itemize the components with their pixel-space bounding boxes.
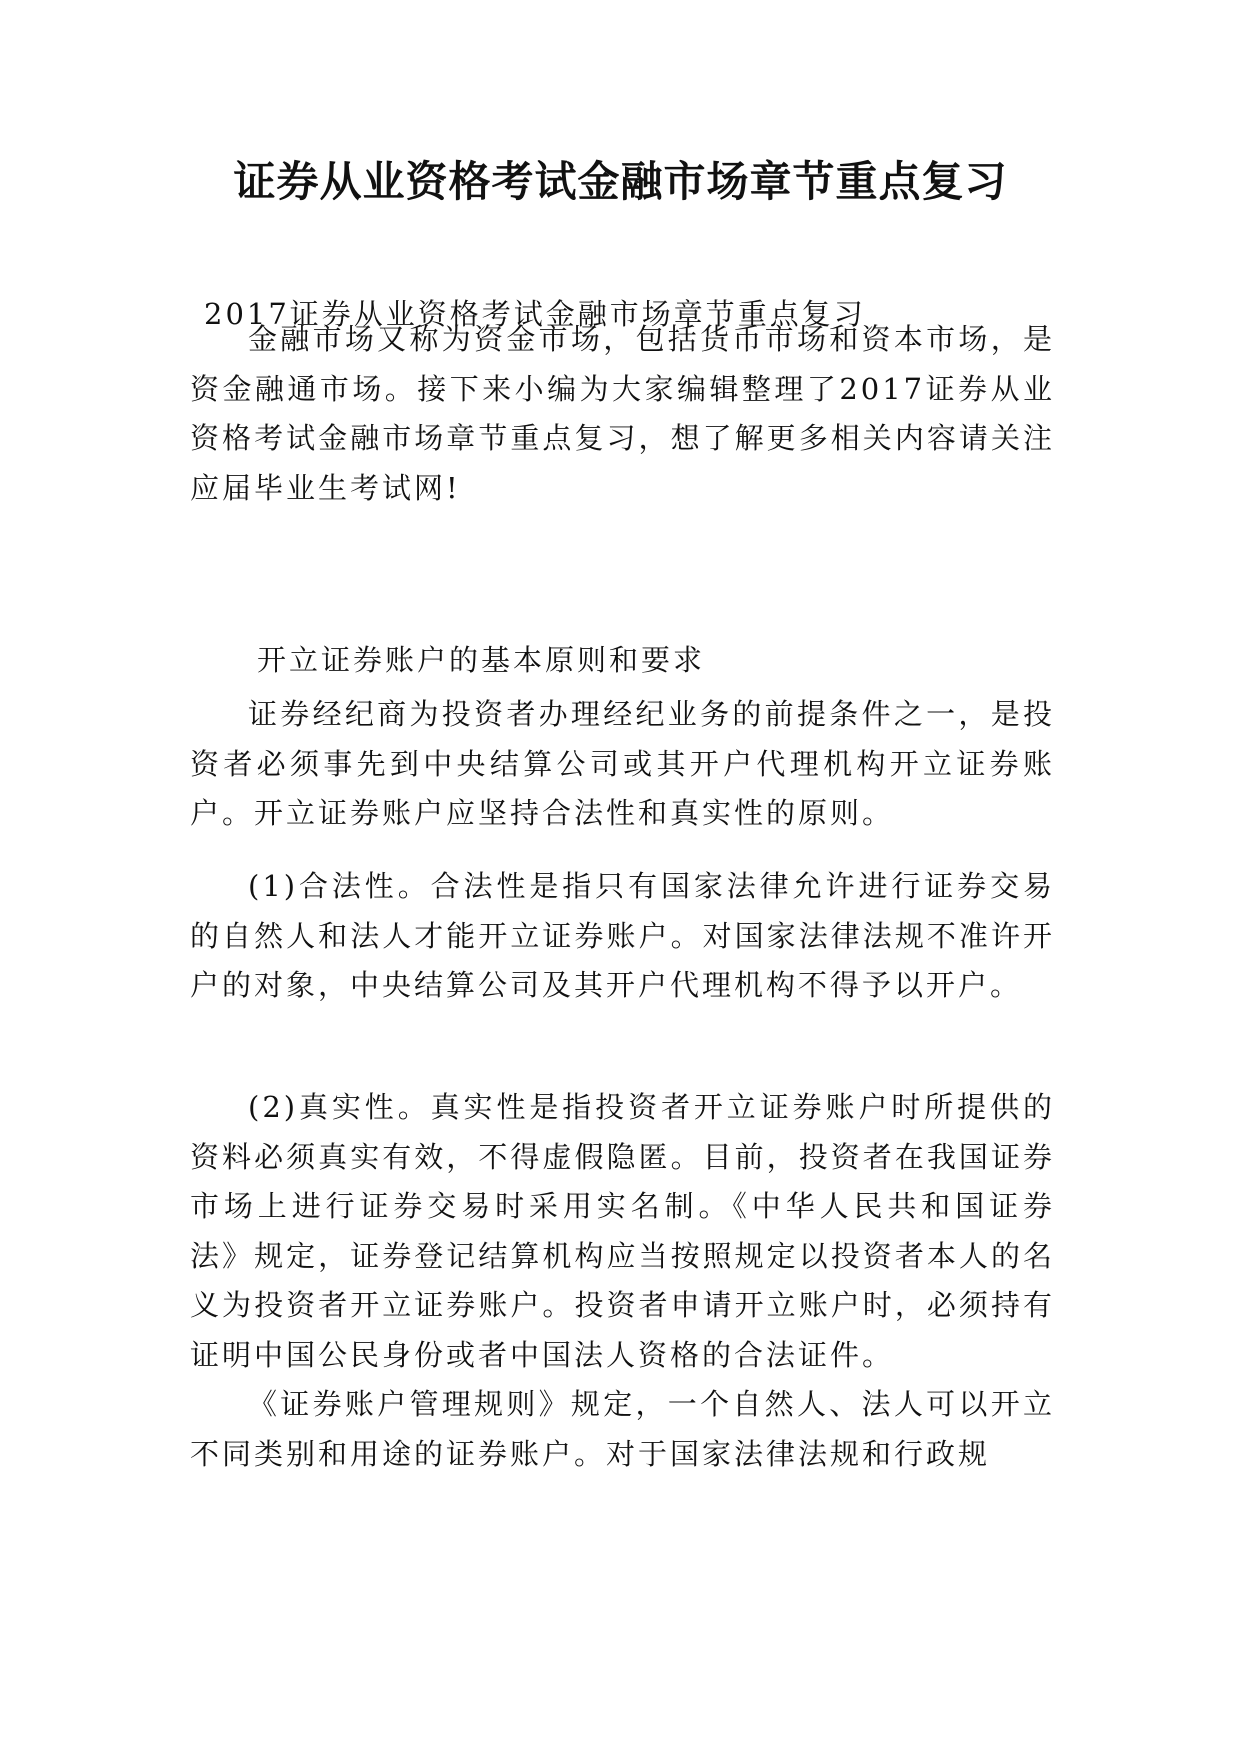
section-heading: 开立证券账户的基本原则和要求 — [257, 643, 706, 677]
paragraph-2: (1)合法性。合法性是指只有国家法律允许进行证券交易的自然人和法人才能开立证券账户。对国家法律法规不准许开户的对象，中央结算公司及其开户代理机构不得予以开户。 — [190, 869, 1055, 1002]
intro-paragraph: 金融市场又称为资金市场，包括货币市场和资本市场，是资金融通市场。接下来小编为大家编辑整理了2017证券从业资格考试金融市场章节重点复习，想了解更多相关内容请关注应届毕业生考试网! — [190, 322, 1055, 505]
paragraph-1: 证券经纪商为投资者办理经纪业务的前提条件之一，是投资者必须事先到中央结算公司或其开户代理机构开立证券账户。开立证券账户应坚持合法性和真实性的原则。 — [190, 697, 1055, 830]
paragraph-4: 《证券账户管理规则》规定，一个自然人、法人可以开立不同类别和用途的证券账户。对于国家法律法规和行政规 — [190, 1387, 1055, 1471]
document-subtitle: 2017证券从业资格考试金融市场章节重点复习 — [204, 297, 866, 331]
paragraph-3: (2)真实性。真实性是指投资者开立证券账户时所提供的资料必须真实有效，不得虚假隐匿。目前，投资者在我国证券市场上进行证券交易时采用实名制。《中华人民共和国证券法》规定，证券登记结算机构应当按照规定以投资者本人的名义为投资者开立证券账户。投资者申请开立账户时，必须持有证明中国公民身份或者中国法人资格的合法证件。 — [190, 1090, 1055, 1372]
document-title: 证券从业资格考试金融市场章节重点复习 — [233, 157, 1008, 206]
